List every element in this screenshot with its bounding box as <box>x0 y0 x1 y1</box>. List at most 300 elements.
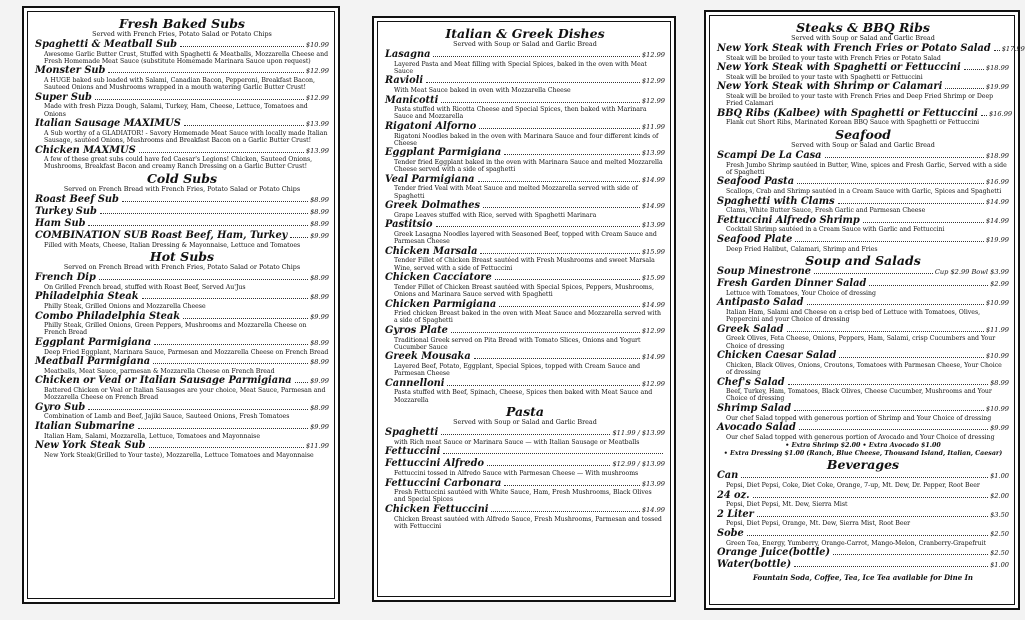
item-description: Philly Steak, Grilled Onions and Mozzarella Cheese <box>44 302 206 310</box>
dot-leader <box>797 183 984 184</box>
menu-item-row <box>717 560 1009 571</box>
menu-item <box>717 279 1009 297</box>
dot-leader <box>142 298 309 299</box>
item-name: Scampi De La Casa <box>717 150 822 162</box>
menu-section <box>385 405 665 530</box>
menu-item-row <box>717 404 1009 415</box>
item-description: Beef, Turkey, Ham, Tomatoes, Black Olives, Cheese Cucumber, Mushrooms and Your Choice of dressing <box>726 388 992 403</box>
dot-leader <box>795 241 984 242</box>
menu-item-row <box>385 505 665 516</box>
item-description: Cocktail Shrimp sautéed in a Cream Sauce with Garlic and Fettuccini <box>726 226 945 234</box>
item-name: Ham Sub <box>35 218 86 230</box>
item-price: $14.99 <box>641 353 665 362</box>
item-price: Cup $2.99 Bowl $3.99 <box>934 268 1009 277</box>
item-name: 2 Liter <box>717 508 754 520</box>
dot-leader <box>499 306 640 307</box>
dot-leader <box>154 344 308 345</box>
item-price: $1.00 <box>990 561 1009 570</box>
menu-item <box>35 357 329 375</box>
item-description: Filled with Meats, Cheese, Italian Dressing & Mayonnaise, Lettuce and Tomatoes <box>44 241 301 249</box>
menu-item-row <box>385 96 665 107</box>
section-title: Seafood <box>835 127 891 143</box>
menu-item-row <box>717 423 1009 434</box>
menu-item <box>717 491 1009 509</box>
menu-item-row <box>35 119 329 130</box>
item-price: $12.99 <box>305 67 329 76</box>
item-price: $9.99 <box>310 377 329 386</box>
menu-item-row <box>35 403 329 414</box>
dot-leader <box>504 485 640 486</box>
item-price: $8.99 <box>310 208 329 217</box>
item-name: Veal Parmigiana <box>385 173 475 185</box>
item-price: $10.99 <box>305 41 329 49</box>
item-name: Gyros Plate <box>385 325 448 337</box>
dot-leader <box>787 331 984 332</box>
dot-leader <box>474 358 640 359</box>
dot-leader <box>451 332 640 333</box>
item-price: $13.99 <box>641 479 665 488</box>
item-description: Fettuccini tossed in Alfredo Sauce with Parmesan Cheese — With mushrooms <box>394 469 639 477</box>
item-name: Greek Salad <box>717 323 784 335</box>
dot-leader <box>757 516 988 517</box>
menu-item-row <box>35 422 329 433</box>
beverage-footer: Fountain Soda, Coffee, Tea, Ice Tea available for Dine In <box>752 572 974 582</box>
menu-section <box>717 20 1025 127</box>
dot-leader <box>443 453 663 454</box>
item-price: $1.00 <box>990 472 1009 481</box>
dot-leader <box>487 465 610 466</box>
menu-item-row <box>717 471 1009 482</box>
menu-section <box>35 17 329 171</box>
menu-item-row <box>717 351 1009 362</box>
menu-item-row <box>385 50 665 61</box>
item-name: Sobe <box>717 528 744 540</box>
dot-leader <box>753 497 989 498</box>
item-price: $18.99 <box>985 64 1009 73</box>
menu-item <box>35 40 329 65</box>
item-price: $16.99 <box>989 109 1013 118</box>
menu-item-row <box>385 220 665 231</box>
item-price: $15.99 <box>641 247 665 256</box>
dot-leader <box>479 128 640 129</box>
item-price: $10.99 <box>985 299 1009 308</box>
dot-leader <box>108 72 304 73</box>
dot-leader <box>807 304 984 305</box>
menu-item-row <box>717 82 1009 93</box>
item-description: Fresh Jumbo Shrimp sautéed in Butter, Wine, spices and Fresh Garlic, Served with a side of Spaghetti <box>726 161 1007 176</box>
item-name: Gyro Sub <box>35 401 86 413</box>
dot-leader <box>290 237 308 238</box>
item-description: Made with fresh Pizza Dough, Salami, Turkey, Ham, Cheese, Lettuce, Tomatoes and Onions <box>44 103 308 118</box>
item-name: Cannelloni <box>385 377 445 389</box>
menu-item <box>385 459 665 477</box>
item-description: Combination of Lamb and Beef, Jajiki Sauce, Sauteed Onions, Fresh Tomatoes <box>44 413 290 421</box>
menu-item-row <box>35 292 329 303</box>
item-name: Eggplant Parmigiana <box>35 337 152 349</box>
item-name: Fettuccini Carbonara <box>385 477 502 489</box>
dot-leader <box>153 363 308 364</box>
section-subtitle: Served with Soup or Salad and Garlic Bread <box>791 34 935 42</box>
item-name: Super Sub <box>35 91 92 103</box>
item-description: Italian Ham, Salami, Mozzarella, Lettuce, Tomatoes and Mayonnaise <box>44 432 261 440</box>
item-description: Our chef Salad topped with generous portion of Avocado and Your Choice of dressing <box>726 433 995 441</box>
item-name: Italian Submarine <box>35 421 135 433</box>
menu-section <box>385 27 665 404</box>
item-price: $9.99 <box>310 232 329 241</box>
menu-section <box>717 128 1009 253</box>
item-name: Chicken Fettuccini <box>385 504 489 516</box>
item-price: $13.99 <box>305 120 329 129</box>
item-price: $8.99 <box>310 358 329 367</box>
menu-item <box>385 479 665 504</box>
item-price: $18.99 <box>985 152 1009 161</box>
item-price: $19.99 <box>985 236 1009 245</box>
dot-leader <box>149 447 304 448</box>
item-name: Greek Dolmathes <box>385 200 481 212</box>
item-price: $11.99 <box>305 442 329 451</box>
item-description: A Sub worthy of a GLADIATOR! - Savory Homemade Meat Sauce with locally made Italian Sausage, sautéed Onions, Mushrooms and Breakfast Bacon on a Garlic Butter Crust! <box>44 129 328 144</box>
menu-item-row <box>35 207 329 218</box>
item-description: Clams, White Butter Sauce, Fresh Garlic and Parmesan Cheese <box>726 207 926 215</box>
item-description: Tender fried Eggplant baked in the oven with Marinara Sauce and melted Mozzarella Cheese served with a side of spaghetti <box>394 158 663 174</box>
item-price: $12.99 <box>641 51 665 59</box>
item-price: $11.99 <box>641 123 665 132</box>
item-price: $9.99 <box>990 424 1009 433</box>
item-price: $8.99 <box>310 274 329 283</box>
menu-item <box>717 325 1009 350</box>
item-name: New York Steak with Shrimp or Calamari <box>717 81 943 93</box>
menu-item-row <box>35 338 329 349</box>
menu-item <box>35 338 329 356</box>
item-description: Deep Fried Halibut, Calamari, Shrimp and Fries <box>726 245 878 253</box>
item-name: Chicken MAXMUS <box>35 144 136 156</box>
item-name: Roast Beef Sub <box>35 194 119 206</box>
menu-item-row <box>717 279 1009 290</box>
menu-item <box>385 247 665 272</box>
item-name: Spaghetti with Clams <box>717 195 835 207</box>
item-price: $12.99 <box>305 93 329 102</box>
dot-leader <box>994 50 1000 51</box>
item-description: Fresh Fettuccini sautéed with White Sauce, Ham, Fresh Mushrooms, Black Olives and Special Spices <box>394 489 652 504</box>
dot-leader <box>139 152 304 153</box>
item-price: $3.50 <box>990 510 1009 519</box>
dot-leader <box>426 82 640 83</box>
menu-item <box>385 175 665 200</box>
item-name: New York Steak Sub <box>35 440 146 452</box>
item-description: Deep Fried Eggplant, Marinara Sauce, Parmesan and Mozzarella Cheese on French Bread <box>44 348 329 356</box>
dot-leader <box>447 385 639 386</box>
dot-leader <box>436 226 640 227</box>
menu-item <box>385 201 665 219</box>
menu-item-row <box>385 148 665 159</box>
item-price: $17.99 <box>1001 45 1025 53</box>
menu-item-row <box>385 273 665 284</box>
dot-leader <box>747 535 988 536</box>
menu-section <box>717 458 1009 581</box>
menu-item-row <box>717 63 1009 74</box>
item-description: A HUGE baked sub loaded with Salami, Canadian Bacon, Pepperoni, Breakfast Bacon, Sauteed Onions and Mushrooms wrapped in a mouth watering Garlic Butter Crust! <box>44 76 315 92</box>
item-name: New York Steak with Spaghetti or Fettuccini <box>717 62 961 74</box>
menu-item-row <box>717 43 1025 55</box>
menu-item-row <box>717 151 1009 162</box>
item-name: French Dip <box>35 272 96 284</box>
menu-item-row <box>385 479 665 490</box>
item-price: $12.99 <box>641 327 665 336</box>
menu-item <box>35 376 329 401</box>
item-description: Steak will be broiled to your taste with French Fries or Potato Salad <box>726 54 941 62</box>
menu-item-row <box>717 378 1009 389</box>
item-price: $14.99 <box>641 506 665 515</box>
menu-item <box>35 219 329 230</box>
menu-item-row <box>385 300 665 311</box>
item-name: Eggplant Parmigiana <box>385 147 502 159</box>
item-description: Awesome Garlic Butter Crust, Stuffed with Spaghetti & Meatballs, Mozzarella Cheese and Fresh Homemade Meat Sauce (substitute Homemade Marinara Sauce upon request) <box>44 50 329 65</box>
menu-item-row <box>35 231 329 242</box>
item-description: Tender fried Veal with Meat Sauce and melted Mozzarella served with side of Spaghetti <box>394 185 638 200</box>
menu-item <box>35 231 329 249</box>
menu-item <box>385 352 665 377</box>
section-title: Fresh Baked Subs <box>119 16 245 31</box>
menu-item <box>385 505 665 530</box>
menu-item <box>717 471 1009 489</box>
menu-item <box>385 379 665 404</box>
item-price: $15.99 <box>641 274 665 283</box>
dot-leader <box>478 181 640 182</box>
item-name: COMBINATION SUB Roast Beef, Ham, Turkey <box>35 230 288 242</box>
item-name: Greek Mousaka <box>385 351 471 363</box>
menu-item <box>385 50 665 75</box>
menu-item-row <box>717 491 1009 502</box>
menu-item <box>385 300 665 325</box>
menu-item-row <box>35 273 329 284</box>
item-price: $14.99 <box>641 175 665 184</box>
menu-item <box>717 548 1009 559</box>
section-subtitle: Served on French Bread with French Fries, Potato Salad or Potato Chips <box>63 185 301 194</box>
item-description: Meatballs, Meat Sauce, parmesan & Mozzarella Cheese on French Bread <box>44 367 275 375</box>
item-price: $8.99 <box>310 293 329 302</box>
menu-item <box>35 119 329 144</box>
dot-leader <box>799 429 988 430</box>
menu-item <box>717 529 1009 547</box>
item-description: Our chef Salad topped with generous portion of Shrimp and Your Choice of dressing <box>726 414 992 422</box>
menu-section <box>35 172 329 249</box>
item-name: Rigatoni Alforno <box>385 121 477 133</box>
menu-item <box>35 146 329 171</box>
menu-item-row <box>385 175 665 186</box>
menu-item <box>717 510 1009 528</box>
dot-leader <box>183 318 308 319</box>
item-name: Chicken or Veal or Italian Sausage Parmigiana <box>35 375 292 387</box>
item-name: Seafood Plate <box>717 234 793 246</box>
menu-item-row <box>35 376 329 387</box>
item-name: Avocado Salad <box>717 422 796 434</box>
menu-item <box>35 403 329 421</box>
item-price: $2.50 <box>990 549 1009 558</box>
menu-item <box>717 298 1009 323</box>
dot-leader <box>863 222 984 223</box>
menu-panel-middle <box>372 16 676 602</box>
menu-item-row <box>717 235 1009 246</box>
item-price: $9.99 <box>310 423 329 432</box>
item-name: Manicotti <box>385 94 439 106</box>
item-description: Greek Olives, Feta Cheese, Onions, Peppers, Ham, Salami, crisp Cucumbers and Your Choice of dressing <box>726 335 996 350</box>
item-name: Antipasto Salad <box>717 297 804 309</box>
item-description: Fried chicken Breast baked in the oven with Meat Sauce and Mozzarella served with a side of Spaghetti <box>394 310 662 325</box>
item-price: $14.99 <box>641 300 665 309</box>
dot-leader <box>122 201 308 202</box>
dot-leader <box>441 102 640 103</box>
menu-section <box>35 250 329 459</box>
item-description: Grape Leaves stuffed with Rice, served with Spaghetti Marinara <box>394 211 597 219</box>
menu-item-row <box>35 195 329 206</box>
dot-leader <box>480 253 639 254</box>
dot-leader <box>833 554 988 555</box>
item-name: Chef's Salad <box>717 376 785 388</box>
item-description: Battered Chicken or Veal or Italian Sausages are your choice, Meat Sauce, Parmesan and Mozzarella Cheese on French Bread <box>44 386 326 402</box>
dot-leader <box>788 384 988 385</box>
dot-leader <box>184 125 304 126</box>
item-description: Philly Steak, Grilled Onions, Green Peppers, Mushrooms and Mozzarella Cheese on French Bread <box>44 322 307 337</box>
item-description: Rigatoni Noodles baked in the oven with Marinara Sauce and four different kinds of Cheese <box>394 132 659 147</box>
item-price: $8.99 <box>310 403 329 412</box>
item-description: Chicken, Black Olives, Onions, Croutons, Tomatoes with Parmesan Cheese, Your Choice of dressing <box>726 361 1002 376</box>
dot-leader <box>295 382 309 383</box>
menu-item <box>717 43 1025 62</box>
menu-item <box>717 82 1009 107</box>
dot-leader <box>99 279 308 280</box>
section-subtitle: Served with Soup or Salad and Garlic Bread <box>453 40 597 48</box>
item-price: $10.99 <box>985 405 1009 414</box>
menu-item <box>385 148 665 173</box>
menu-item-row <box>35 312 329 323</box>
menu-item-row <box>385 326 665 337</box>
menu-item-row <box>35 219 329 230</box>
item-price: $2.99 <box>990 280 1009 289</box>
item-name: New York Steak with French Fries or Potato Salad <box>717 43 991 54</box>
menu-item <box>385 447 665 458</box>
menu-item-row <box>717 548 1009 559</box>
menu-item <box>717 177 1009 195</box>
menu-item-row <box>717 267 1009 278</box>
item-description: New York Steak(Grilled to Your taste), Mozzarella, Lettuce Tomatoes and Mayonnaise <box>44 451 314 459</box>
menu-item <box>35 66 329 91</box>
item-price: $13.99 <box>641 149 665 158</box>
menu-item <box>717 423 1009 441</box>
menu-item-row <box>717 107 1013 120</box>
item-name: Turkey Sub <box>35 206 97 218</box>
menu-item-row <box>385 379 665 390</box>
dot-leader <box>794 566 988 567</box>
item-description: Tender Fillet of Chicken Breast sautéed with Special Spices, Peppers, Mushrooms, Onions and Marinara Sauce served with Spaghetti <box>394 283 654 298</box>
item-name: Seafood Pasta <box>717 176 795 188</box>
item-name: Combo Philadelphia Steak <box>35 310 181 322</box>
item-price: $12.99 / $13.99 <box>612 460 665 469</box>
item-name: Italian Sausage MAXIMUS <box>35 118 181 130</box>
item-price: $8.99 <box>990 378 1009 387</box>
item-price: $8.99 <box>310 220 329 229</box>
menu-item-row <box>717 529 1009 540</box>
menu-item <box>35 207 329 218</box>
menu-item-row <box>385 201 665 212</box>
item-name: Spaghetti <box>385 427 439 439</box>
menu-item-row <box>35 66 329 77</box>
menu-item <box>717 351 1009 376</box>
menu-item <box>385 96 665 121</box>
dot-leader <box>741 477 988 478</box>
menu-item <box>385 220 665 245</box>
item-price: $13.99 <box>305 146 329 155</box>
item-name: Meatball Parmigiana <box>35 356 151 368</box>
item-name: Ravioli <box>385 75 424 87</box>
item-description: Traditional Greek served on Pita Bread with Tomato Slices, Onions and Yogurt Cucumber Sauce <box>394 336 641 351</box>
menu-item <box>717 216 1009 234</box>
item-price: $8.99 <box>310 196 329 205</box>
item-description: Layered Beef, Potato, Eggplant, Special Spices, topped with Cream Sauce and Parmesan Cheese <box>394 362 641 378</box>
menu-panel-right <box>704 10 1025 610</box>
item-name: Philadelphia Steak <box>35 291 139 303</box>
item-description: On Grilled French bread, stuffed with Roast Beef, Served Au'Jus <box>44 283 246 291</box>
menu-item <box>35 441 329 459</box>
menu-item-row <box>717 325 1009 336</box>
menu-item-row <box>717 298 1009 309</box>
item-description: Chicken Breast sautéed with Alfredo Sauce, Fresh Mushrooms, Parmesan and tossed with Fettuccini <box>394 515 662 530</box>
dot-leader <box>95 99 304 100</box>
item-price: $16.99 <box>985 178 1009 187</box>
section-title: Cold Subs <box>146 171 218 187</box>
menu-item-row <box>35 441 329 452</box>
dot-leader <box>964 69 984 70</box>
item-description: Green Tea, Energy, Yumberry, Orange-Carrot, Mango-Melon, Cranberry-Grapefruit <box>726 539 987 547</box>
menu-item <box>385 122 665 147</box>
menu-item <box>35 292 329 310</box>
dot-leader <box>794 410 984 411</box>
item-price: $14.99 <box>641 202 665 211</box>
item-price: $11.99 <box>985 325 1009 334</box>
menu-item <box>35 93 329 118</box>
menu-item <box>385 428 665 446</box>
dot-leader <box>100 213 308 214</box>
item-description: Greek Lasagna Noodles layered with Seasoned Beef, topped with Cream Sauce and Parmesan Cheese <box>394 230 657 246</box>
menu-item-row <box>35 357 329 368</box>
item-name: Lasagna <box>385 49 431 60</box>
menu-item <box>385 273 665 298</box>
dot-leader <box>839 357 984 358</box>
menu-item <box>385 76 665 94</box>
menu-item-row <box>385 247 665 258</box>
item-price: $12.99 <box>641 96 665 105</box>
menu-item <box>717 378 1009 403</box>
dot-leader <box>138 428 308 429</box>
item-description: Lettuce with Tomatoes, Your Choice of dressing <box>726 289 876 297</box>
item-price: $12.99 <box>641 379 665 388</box>
item-price: $10.99 <box>985 352 1009 361</box>
menu-item <box>717 107 1013 127</box>
item-name: Can <box>717 470 739 482</box>
item-name: Spaghetti & Meatball Sub <box>35 39 177 50</box>
section-subtitle: Served with Soup or Salad and Garlic Bread <box>791 141 935 150</box>
dot-leader <box>180 46 304 47</box>
item-name: BBQ Ribs (Kalbee) with Spaghetti or Fettuccini <box>717 107 979 119</box>
item-name: Chicken Marsala <box>385 245 478 257</box>
dot-leader <box>88 225 308 226</box>
menu-item <box>717 560 1009 571</box>
section-title: Pasta <box>505 404 545 420</box>
menu-item <box>717 404 1009 422</box>
item-description: With Meat Sauce baked in oven with Mozzarella Cheese <box>394 86 571 94</box>
item-name: Shrimp Salad <box>717 403 792 415</box>
item-price: $14.99 <box>985 197 1009 206</box>
menu-item-row <box>385 76 665 87</box>
